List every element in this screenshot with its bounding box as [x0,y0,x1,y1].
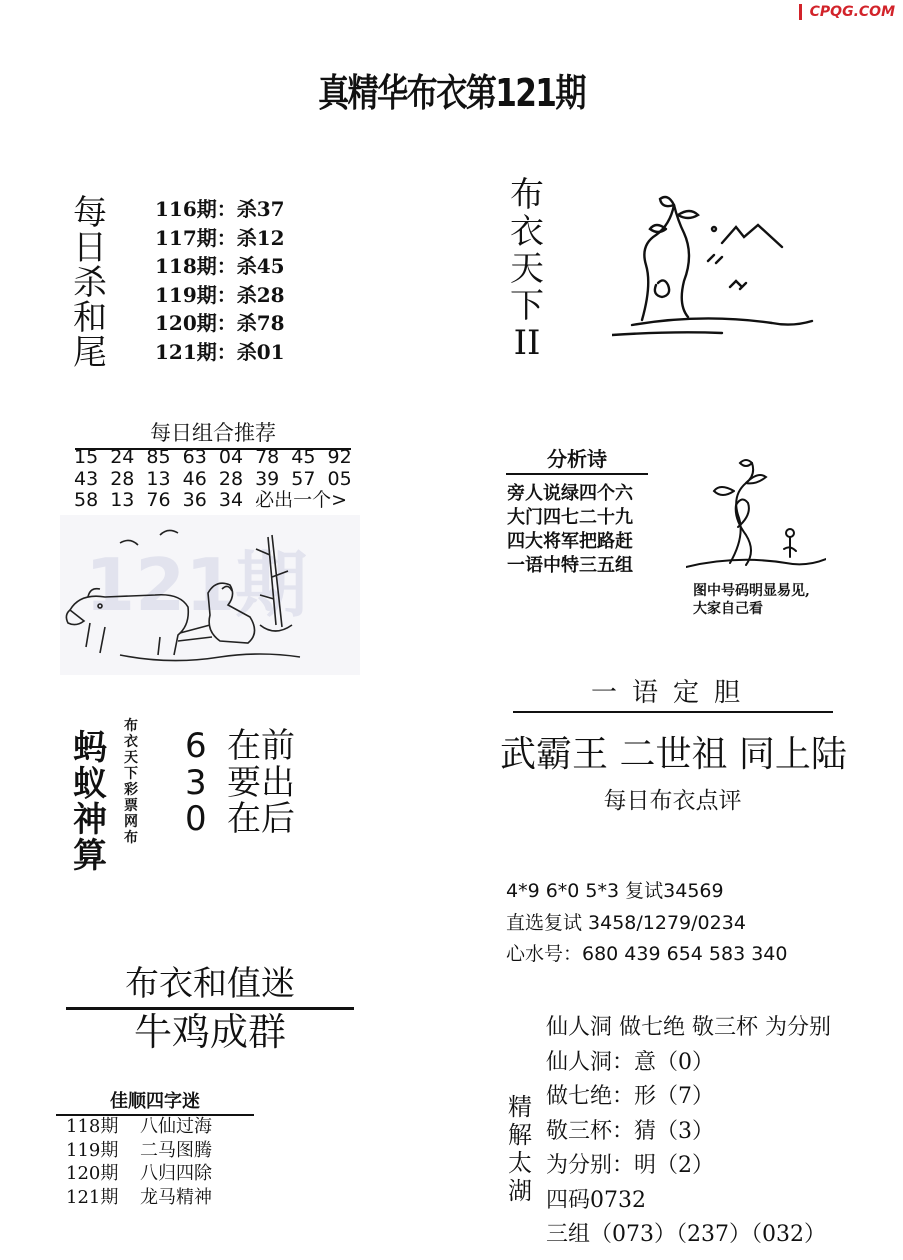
ant-number: 6 [185,726,207,766]
lake-line: 敬三杯：猜（3） [546,1118,714,1144]
daily-combo-title: 每日组合推荐 [75,417,351,450]
side-char: 衣 [124,734,138,750]
title-char: 下 [510,286,544,326]
side-char: 布 [124,830,138,846]
kill-row: 116期：杀37 [155,197,285,221]
poem-line: 大门四七二十九 [507,507,633,528]
cloth-world-title [506,177,548,362]
svg-text:121期: 121期 [85,543,308,627]
four-char-row [66,1139,212,1163]
combo-row: 58 13 76 36 34 必出一个> [74,489,348,511]
four-char-row [66,1162,212,1186]
title-char: 天 [510,249,544,289]
lake-lines [546,1011,831,1253]
title-char: 衣 [510,212,544,252]
daily-kill-list [155,195,285,366]
four-char-title: 佳顺四字迷 [56,1087,254,1116]
title-char: 日 [73,228,107,268]
title-char: 布 [510,175,544,215]
lake-title [506,1093,534,1205]
daily-kill-title [70,193,110,373]
title-char: 杀 [73,263,107,303]
riddle-answer: 牛鸡成群 [133,1010,286,1054]
ant-title [70,730,110,874]
four-char-list [66,1115,212,1209]
daily-combo-rows [74,447,352,512]
title-char: 神 [73,800,107,840]
side-char: 网 [124,814,138,830]
one-word-title: 一语定胆 [513,672,833,713]
lake-line: 三组（073）（237）（032） [546,1222,826,1247]
title-char: II [513,323,541,363]
title-char: 湖 [508,1177,532,1205]
title-char: 每 [73,193,107,233]
side-char: 天 [124,750,138,766]
poem-line: 旁人说绿四个六 [507,483,633,504]
poem-line: 一语中特三五组 [507,555,633,576]
ant-number: 3 [185,762,207,803]
ant-line [185,728,295,765]
one-word-answer: 武霸王 二世祖 同上陆 [500,734,847,775]
title-char: 太 [508,1149,532,1177]
page-title: 真精华布衣第121期 [318,71,585,115]
ant-text: 在后 [227,799,295,839]
period-label: 120期 [66,1163,119,1184]
daily-review-title: 每日布衣点评 [603,788,742,814]
site-logo[interactable]: CPQG.COM [799,4,895,20]
side-char: 布 [124,718,138,734]
side-char: 彩 [124,782,138,798]
phrase: 八归四除 [140,1163,212,1184]
title-char: 蚂 [73,728,107,768]
riddle-title: 布衣和值迷 [66,956,354,1010]
four-char-row [66,1186,212,1210]
phrase: 龙马精神 [140,1186,212,1208]
ox-farmer-illustration [60,515,360,675]
title-char: 解 [508,1121,532,1149]
combo-row: 15 24 85 63 04 78 45 92 [74,446,352,468]
number-line: 4*9 6*0 5*3 复试34569 [506,880,724,902]
lake-line: 仙人洞：意（0） [546,1049,714,1075]
title-char: 和 [73,298,107,338]
kill-row: 119期：杀28 [155,282,285,307]
kill-row: 120期：杀78 [155,311,285,335]
title-char: 蚁 [73,764,107,804]
side-char: 票 [124,798,138,814]
ant-line [185,801,295,838]
note-line: 图中号码明显易见, [693,583,810,599]
kill-row: 118期：杀45 [155,254,285,278]
period-label: 121期 [66,1186,119,1208]
note-line: 大家自己看 [693,601,763,617]
title-char: 精 [508,1093,532,1121]
ant-number: 0 [185,799,207,839]
kill-row: 121期：杀01 [155,339,285,364]
ant-side-caption [120,718,142,846]
four-char-row [66,1115,212,1139]
lake-line: 四码0732 [546,1187,646,1213]
kill-row: 117期：杀12 [155,225,285,250]
sprout-sketch-illustration [686,455,826,575]
lake-line: 做七绝：形（7） [546,1084,714,1109]
period-label: 119期 [66,1139,119,1161]
number-line: 心水号：680 439 654 583 340 [506,943,788,965]
title-char: 算 [73,836,107,876]
poem-title: 分析诗 [506,443,648,475]
lake-line: 为分别：明（2） [546,1153,714,1178]
phrase: 二马图腾 [140,1139,212,1161]
poem-lines [507,482,633,578]
number-line: 直选复试 3458/1279/0234 [506,911,746,934]
tree-sketch-illustration [612,185,842,340]
ant-text: 要出 [227,762,295,803]
poem-note [693,582,810,618]
ant-line [185,762,295,803]
lake-line: 仙人洞 做七绝 敬三杯 为分别 [546,1015,831,1040]
phrase: 八仙过海 [140,1116,212,1137]
number-picks [506,876,787,971]
combo-row: 43 28 13 46 28 39 57 05 [74,467,352,490]
poem-line: 四大将军把路赶 [507,531,633,552]
side-char: 下 [124,766,138,782]
title-char: 尾 [73,333,107,373]
ant-lines [185,728,295,838]
period-label: 118期 [66,1116,119,1137]
ant-text: 在前 [227,726,295,766]
